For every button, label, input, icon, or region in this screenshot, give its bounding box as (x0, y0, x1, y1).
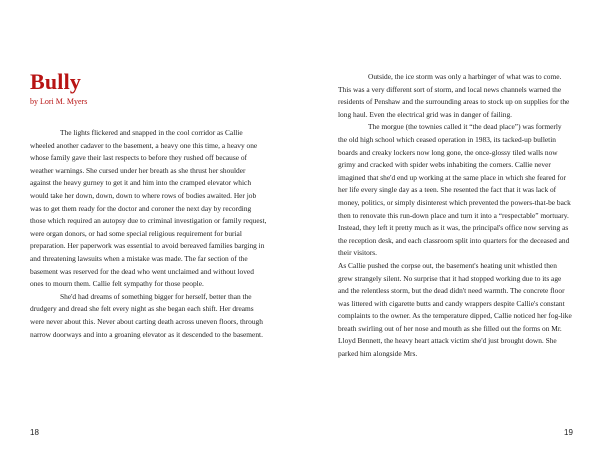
paragraph: She'd had dreams of something bigger for herself, better than the drudgery and dread she felt every night as she began each shift. Her dreams were never about this. Never about carting death across uneven floors, through narrow doorways and into a groaning elevator as it descended to the basement. (30, 291, 263, 339)
right-page (300, 0, 600, 463)
paragraph: Outside, the ice storm was only a harbinger of what was to come. This was a very different sort of storm, and local news channels warned the residents of Penshaw and the surrounding areas to stock up on supplies for the long haul. Even the electrical grid was in danger of failing. (338, 72, 570, 119)
page-number: 19 (564, 428, 573, 437)
paragraph: As Callie pushed the corpse out, the basement's heating unit whistled then grew strangely silent. No surprise that it had stopped working due to its age and the relentless storm, but the dead didn't need warmth. The concrete floor was littered with cigarette butts and candy wrappers despite Callie's constant complaints to the owner. As the temperature dipped, Callie noticed her fog-like breath swirling out of her nose and mouth as she filled out the forms on Mr. Lloyd Bennett, the heavy heart attack victim she'd just brought down. She parked him alongside Mrs. (338, 260, 572, 359)
left-page-text (30, 127, 268, 341)
story-title: Bully (30, 69, 82, 94)
right-page-text (338, 71, 572, 361)
story-byline: by Lori M. Myers (30, 97, 88, 106)
paragraph: The morgue (the townies called it “the dead place”) was formerly the old high school which ceased operation in 1983, its tacked-up bulletin boards and creaky lockers now long gone, the once-glossy tiled walls now grimy and cracked with spider webs inhabiting the corners. Callie never imagined that she'd end up working at the same place in which she feared for her life every single day as a teen. She resented the fact that it was lack of money, politics, or simply disinterest which prevented the powers-that-be back then to renovate this run-down place and turn it into a “respectable” mortuary. Instead, they left it pretty much as it was, the principal's office now serving as the reception desk, and each classroom split into quarters for the deceased and their visitors. (338, 122, 571, 258)
page-number: 18 (30, 428, 39, 437)
paragraph: The lights flickered and snapped in the cool corridor as Callie wheeled another cadaver to the basement, a heavy one this time, a heavy one whose family gave their last respects to before they rushed off because of weather warnings. She cursed under her breath as she thrust her shoulder against the heavy gurney to get it and him into the cramped elevator which would take her down, down, down to where rows of bodies awaited. Her job was to get them ready for the doctor and coroner the next day by recording those which required an autopsy due to criminal investigation or family request, were organ donors, or had some special religious requirement for burial preparation. Her paperwork was essential to avoid bereaved families barging in and threatening lawsuits when a mistake was made. The far section of the basement was reserved for the dead who went unclaimed and without loved ones to mourn them. Callie felt sympathy for those people. (30, 128, 267, 289)
